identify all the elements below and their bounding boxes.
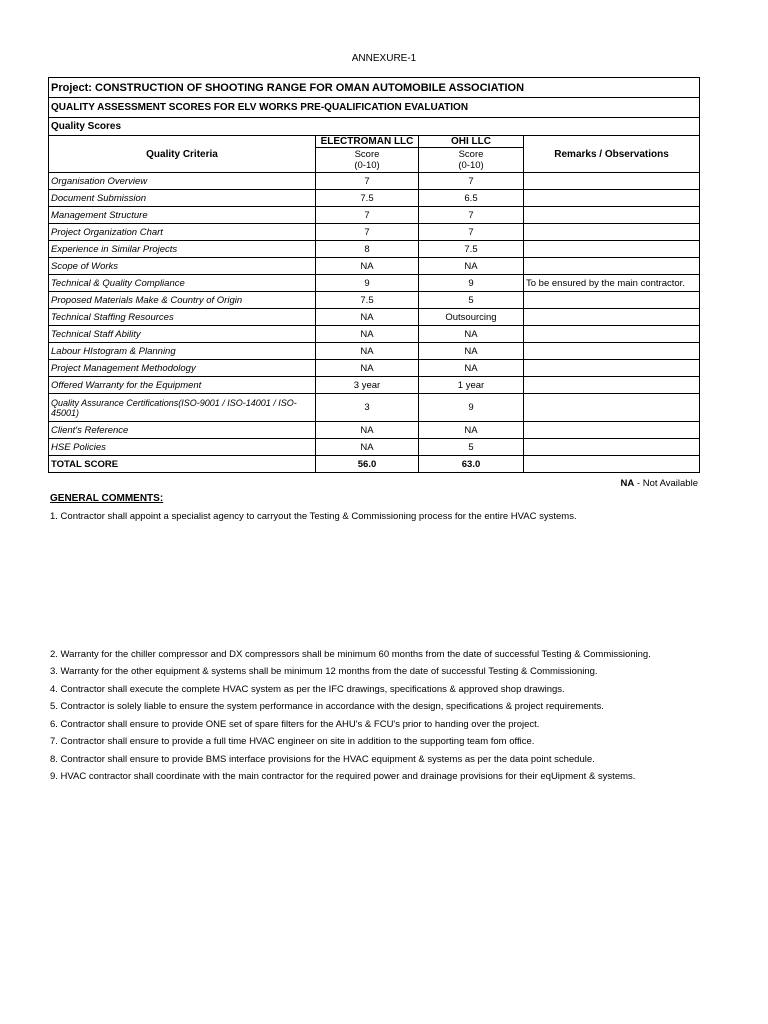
quality-scores-table: [48, 77, 700, 473]
company-1-score: NA: [316, 343, 419, 360]
na-text: - Not Available: [634, 478, 698, 489]
project-row: [49, 78, 700, 98]
company-1-score: NA: [316, 326, 419, 343]
table-row: [49, 360, 700, 377]
remarks-cell: To be ensured by the main contractor.: [524, 275, 700, 292]
quality-scores-row: [49, 118, 700, 136]
table-row: [49, 190, 700, 207]
company-2-score: 5: [419, 439, 524, 456]
na-legend: [48, 478, 698, 489]
table-row: [49, 394, 700, 422]
remarks-cell: [524, 360, 700, 377]
criteria-cell: Document Submission: [49, 190, 316, 207]
remarks-cell: [524, 439, 700, 456]
company-1-score: 8: [316, 241, 419, 258]
criteria-cell: Experience in Similar Projects: [49, 241, 316, 258]
table-row: [49, 309, 700, 326]
criteria-cell: Project Organization Chart: [49, 224, 316, 241]
company-2-score: 5: [419, 292, 524, 309]
criteria-cell: Project Management Methodology: [49, 360, 316, 377]
company-2-score: 6.5: [419, 190, 524, 207]
remarks-header: Remarks / Observations: [524, 136, 700, 173]
company-2-score: 7: [419, 207, 524, 224]
total-remarks-cell: [524, 456, 700, 473]
criteria-cell: Technical Staffing Resources: [49, 309, 316, 326]
company-1-score: NA: [316, 360, 419, 377]
remarks-cell: [524, 292, 700, 309]
comment-item: 8. Contractor shall ensure to provide BMS interface provisions for the HVAC equipment & systems as per the data point schedule.: [50, 754, 595, 765]
remarks-cell: [524, 394, 700, 422]
company-2-total: 63.0: [419, 456, 524, 473]
company-2-header: OHI LLC: [419, 136, 524, 148]
criteria-cell: Technical & Quality Compliance: [49, 275, 316, 292]
table-row: [49, 241, 700, 258]
comment-item: 2. Warranty for the chiller compressor and DX compressors shall be minimum 60 months from the date of successful Testing & Commissioning.: [50, 649, 651, 660]
company-1-score: 3: [316, 394, 419, 422]
score-range: (0-10): [458, 160, 484, 171]
company-1-score: NA: [316, 439, 419, 456]
remarks-cell: [524, 343, 700, 360]
company-1-score: 7: [316, 173, 419, 190]
project-prefix: Project:: [51, 81, 92, 94]
na-abbr: NA: [620, 478, 635, 489]
criteria-cell: Management Structure: [49, 207, 316, 224]
remarks-cell: [524, 207, 700, 224]
criteria-cell: Technical Staff Ability: [49, 326, 316, 343]
criteria-cell: Client's Reference: [49, 422, 316, 439]
company-2-score: NA: [419, 258, 524, 275]
company-1-score: NA: [316, 258, 419, 275]
quality-scores-label: Quality Scores: [49, 118, 700, 136]
company-2-score: 9: [419, 275, 524, 292]
criteria-cell: Scope of Works: [49, 258, 316, 275]
table-row: [49, 422, 700, 439]
table-row: [49, 326, 700, 343]
table-row: [49, 292, 700, 309]
remarks-cell: [524, 309, 700, 326]
comment-item: 3. Warranty for the other equipment & systems shall be minimum 12 months from the date of successful Testing & Commissioning.: [50, 666, 598, 677]
table-row: [49, 439, 700, 456]
remarks-cell: [524, 241, 700, 258]
annexure-label: ANNEXURE-1: [351, 53, 417, 64]
comment-item: 9. HVAC contractor shall coordinate with the main contractor for the required power and drainage provisions for their eqUipment & systems.: [50, 771, 636, 782]
company-1-score: 9: [316, 275, 419, 292]
company-2-score: NA: [419, 343, 524, 360]
criteria-cell: Quality Assurance Certifications(ISO-9001 / ISO-14001 / ISO-45001): [49, 394, 316, 422]
company-1-total: 56.0: [316, 456, 419, 473]
company-2-score: NA: [419, 422, 524, 439]
table-row: [49, 224, 700, 241]
comment-item: 6. Contractor shall ensure to provide ONE set of spare filters for the AHU's & FCU's prior to handing over the project.: [50, 719, 540, 730]
assessment-row: [49, 98, 700, 118]
company-1-score: 7.5: [316, 190, 419, 207]
company-1-score: NA: [316, 309, 419, 326]
company-2-score: 9: [419, 394, 524, 422]
company-2-score: 7: [419, 173, 524, 190]
company-1-score: 3 year: [316, 377, 419, 394]
total-label: TOTAL SCORE: [49, 456, 316, 473]
project-name: CONSTRUCTION OF SHOOTING RANGE FOR OMAN AUTOMOBILE ASSOCIATION: [91, 81, 525, 94]
company-2-score: NA: [419, 360, 524, 377]
table-row: [49, 258, 700, 275]
company-2-score-header: [419, 148, 524, 173]
remarks-cell: [524, 173, 700, 190]
score-label: Score: [458, 149, 484, 160]
criteria-cell: Organisation Overview: [49, 173, 316, 190]
table-row: [49, 377, 700, 394]
company-1-score-header: [316, 148, 419, 173]
remarks-cell: [524, 258, 700, 275]
remarks-cell: [524, 190, 700, 207]
company-1-score: NA: [316, 422, 419, 439]
company-1-score: 7: [316, 207, 419, 224]
table-row: [49, 207, 700, 224]
header-row-companies: [49, 136, 700, 148]
comment-item: 7. Contractor shall ensure to provide a full time HVAC engineer on site in addition to the supporting team fom office.: [50, 736, 535, 747]
score-range: (0-10): [354, 160, 380, 171]
remarks-cell: [524, 326, 700, 343]
criteria-cell: HSE Policies: [49, 439, 316, 456]
table-row: [49, 275, 700, 292]
criteria-cell: Proposed Materials Make & Country of Origin: [49, 292, 316, 309]
company-2-score: Outsourcing: [419, 309, 524, 326]
table-row: [49, 343, 700, 360]
company-2-score: 1 year: [419, 377, 524, 394]
company-1-score: 7: [316, 224, 419, 241]
comment-item: 1. Contractor shall appoint a specialist agency to carryout the Testing & Commissioning process for the entire HVAC systems.: [50, 511, 577, 522]
criteria-cell: Labour HIstogram & Planning: [49, 343, 316, 360]
remarks-cell: [524, 422, 700, 439]
table-row: [49, 173, 700, 190]
general-comments-title: GENERAL COMMENTS:: [50, 493, 164, 504]
company-1-header: ELECTROMAN LLC: [316, 136, 419, 148]
total-row: [49, 456, 700, 473]
company-2-score: 7: [419, 224, 524, 241]
score-label: Score: [354, 149, 380, 160]
remarks-cell: [524, 224, 700, 241]
company-2-score: NA: [419, 326, 524, 343]
criteria-header: Quality Criteria: [49, 136, 316, 173]
remarks-cell: [524, 377, 700, 394]
assessment-title: QUALITY ASSESSMENT SCORES FOR ELV WORKS PRE-QUALIFICATION EVALUATION: [49, 98, 700, 118]
table-body: [49, 78, 700, 473]
comment-item: 4. Contractor shall execute the complete HVAC system as per the IFC drawings, specifications & approved shop drawings.: [50, 684, 565, 695]
criteria-cell: Offered Warranty for the Equipment: [49, 377, 316, 394]
company-1-score: 7.5: [316, 292, 419, 309]
project-title: [49, 78, 700, 98]
comment-item: 5. Contractor is solely liable to ensure the system performance in accordance with the design, specifications & project requirements.: [50, 701, 604, 712]
company-2-score: 7.5: [419, 241, 524, 258]
